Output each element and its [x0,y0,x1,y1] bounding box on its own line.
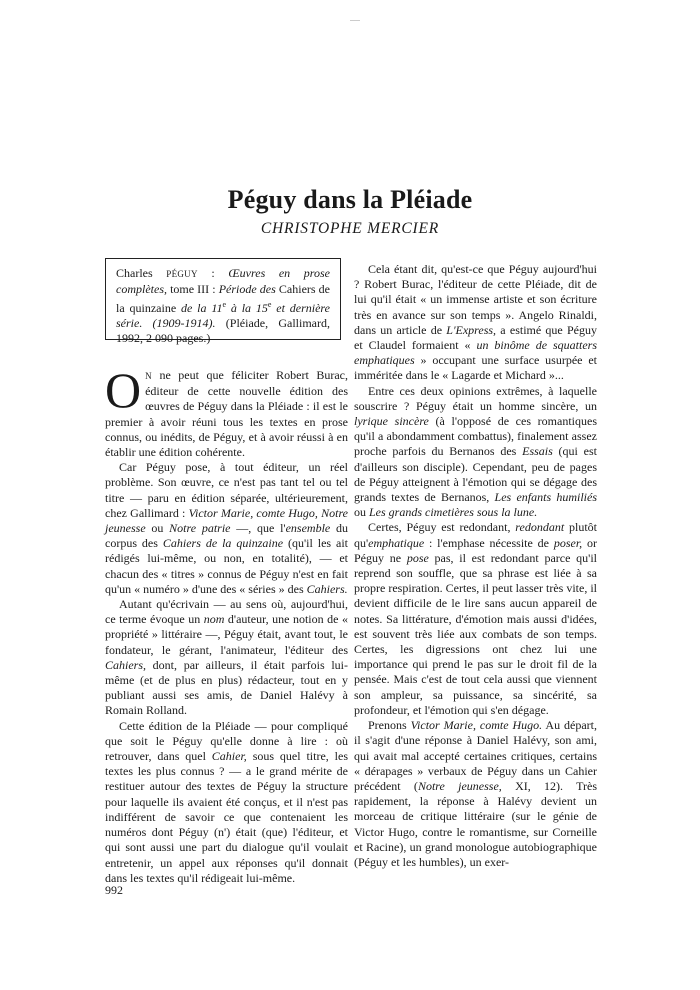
text: Au départ, il s'agit d'une réponse à Daniel Halévy, son ami, qui avait mal accepté certaines critiques, certains « dérapages » verbaux de Péguy dans un Cahier précédent ( [354,718,598,793]
ref-author-first: Charles [116,266,167,280]
italic: nom [203,612,225,627]
text: : l'emphase nécessite de [424,535,554,550]
italic: Notre patrie [169,521,231,536]
ref-period-a: Période des [218,282,276,296]
ref-author-last: PÉGUY [166,269,198,279]
italic: un binôme de squatters emphatiques [354,338,597,368]
italic: emphatique [368,535,425,550]
ref-work: Œuvres en prose complètes, [116,266,331,296]
text: Entre ces deux opinions extrêmes, à laquelle souscrire ? Péguy était un homme sincère, un [354,383,597,413]
paragraph-7 [354,520,597,718]
ref-tome: tome III : [166,282,219,296]
text: Car Péguy pose, à tout éditeur, un réel problème. Son œuvre, ce n'est pas tant tel ou tel titre — paru en édition séparée, ultérieurement, chez Gallimard : [105,460,348,520]
left-column [105,362,348,886]
paragraph-4 [105,719,348,886]
p1-smallcaps: N [145,371,152,381]
paragraph-1 [105,362,348,460]
text: plutôt qu' [354,520,597,550]
reference-box [105,258,341,345]
right-column [354,262,597,870]
italic: Cahier, [211,749,247,764]
text: —, que l' [230,521,286,536]
italic: redondant [515,520,565,535]
text: sous quel titre, les textes les plus connus ? — a le grand mérite de restituer autour des textes de Péguy la structure pour laquelle ils avaient été conçus, et il n'est pas indifférent de savoir ce que contenaient les numéros dont Péguy (n') était (que) l'éditeur, et qui sont aussi une part du dialogue qu'il voulait entretenir, un appel aux réponses qu'il donnait dans les textes qu'il rédigeait lui-même. [105,749,348,885]
text: Cette édition de la Pléiade — pour compliqué que soit le Péguy qu'elle donne à lire : où retrouver, dans quel [105,718,348,764]
text: Autant qu'écrivain — au sens où, aujourd'hui, ce terme évoque un [105,597,348,627]
ref-period-b: de la 11 [181,301,223,315]
text: (à l'opposé de ces romantiques qu'il a abondamment combattus), finalement assez proche parfois du Bernanos des [354,414,597,459]
ref-period-d: et dernière série. (1909-1914). [116,301,330,330]
article-author: CHRISTOPHE MERCIER [260,220,440,237]
text: Certes, Péguy est redondant, [368,520,516,535]
text: Prenons [368,718,411,733]
top-rule [350,20,360,21]
paragraph-3 [105,597,348,719]
paragraph-2 [105,460,348,597]
paragraph-5 [354,262,597,384]
italic: ensemble [285,521,331,536]
italic: Cahiers de la quinzaine [162,536,284,551]
italic: Victor Marie, comte Hugo, Notre jeunesse [105,505,348,536]
italic: lyrique sincère [354,414,429,429]
text: XI, 12). Très rapidement, la réponse à Halévy devient un morceau de critique littéraire (sur le génie de Victor Hugo, contre le romantisme, sur Corneille et Racine), un grand monologue autobiographique (Péguy et les humbles), un exer- [354,778,598,869]
italic: Notre jeunesse, [417,778,502,793]
ref-publisher: (Pléiade, Gallimard, 1992, 2 090 pages.) [116,316,330,345]
text: ou [354,505,369,520]
italic: Les enfants humiliés [494,490,597,505]
italic: pose [406,550,429,565]
italic: Cahiers, [105,657,147,672]
text: » occupant une surface usurpée et imméritée dans le « Lagarde et Michard »... [354,353,597,383]
text: a estimé que Péguy et Claudel formaient « [354,322,597,353]
text: dont, par ailleurs, il était parfois lui-même (et de plus en plus) rédacteur, tout en y publiant aussi ses amis, de Daniel Halévy à Romain Rolland. [105,657,348,718]
text: ou [145,521,170,536]
text: Cela étant dit, qu'est-ce que Péguy aujourd'hui ? Robert Burac, l'éditeur de cette Pléiade, dit de lui qu'il était « un immense artiste et son écriture très en avance sur son temps ». Angelo Rinaldi, dans un article de [354,262,597,337]
text: du corpus des [105,521,348,551]
italic: Les grands cimetières sous la lune. [369,505,538,520]
italic: Cahiers. [306,581,348,596]
text: d'auteur, une notion de « propriété » littéraire —, Péguy était, avant tout, le fondateur, le gérant, l'animateur, l'éditeur des [105,612,348,657]
article-title: Péguy dans la Pléiade [227,185,473,215]
italic: Essais [522,444,553,459]
paragraph-8 [354,718,597,870]
ref-cahiers: Cahiers de la quinzaine [116,282,331,315]
ref-sup1: e [222,300,227,309]
ref-sup2: e [267,300,272,309]
text: pas, il est redondant parce qu'il reprend son souffle, que sa phrase est liée à sa propre respiration. Certes, il peut lasser très vite, il devient difficile de le lire sans aucun appareil de notes. Sa littérature, d'émotion mais aussi d'idées, est souvent très liée aux combats de son temps. Certes, les digressions ont chez lui une importance qui prend le pas sur le droit fil de la pensée. Mais c'est de tout cela aussi que viennent son ampleur, sa puissance, sa sincérité, sa profondeur, et l'émotion qui s'en dégage. [354,550,598,717]
text: (qui est d'ailleurs son disciple). Cependant, peu de pages de Péguy atteignent à l'émotion qui se dégage des grands textes de Bernanos, [354,444,597,505]
ref-sep: : [197,266,229,280]
italic: poser, [553,535,583,550]
ref-period-c: à la 15 [226,301,268,315]
text: or Péguy ne [354,535,598,565]
italic: L'Express, [446,322,497,337]
italic: Victor Marie, comte Hugo. [410,718,543,733]
paragraph-6 [354,384,597,521]
text: (qu'il les ait rédigés lui-même, ou non, en totalité), — et chacun des « titres » connus de Péguy n'est en fait qu'un « numéro » d'une des « séries » des [105,536,348,596]
page-number: 992 [105,883,123,897]
drop-cap: O [105,362,142,418]
p1-text: ne peut que féliciter Robert Burac, éditeur de cette nouvelle édition des œuvres de Péguy dans la Pléiade : il est le premier à avoir réuni tous les textes en prose connus, ou inédits, de Péguy, et à avoir réussi à en établir une édition cohérente. [105,368,348,460]
